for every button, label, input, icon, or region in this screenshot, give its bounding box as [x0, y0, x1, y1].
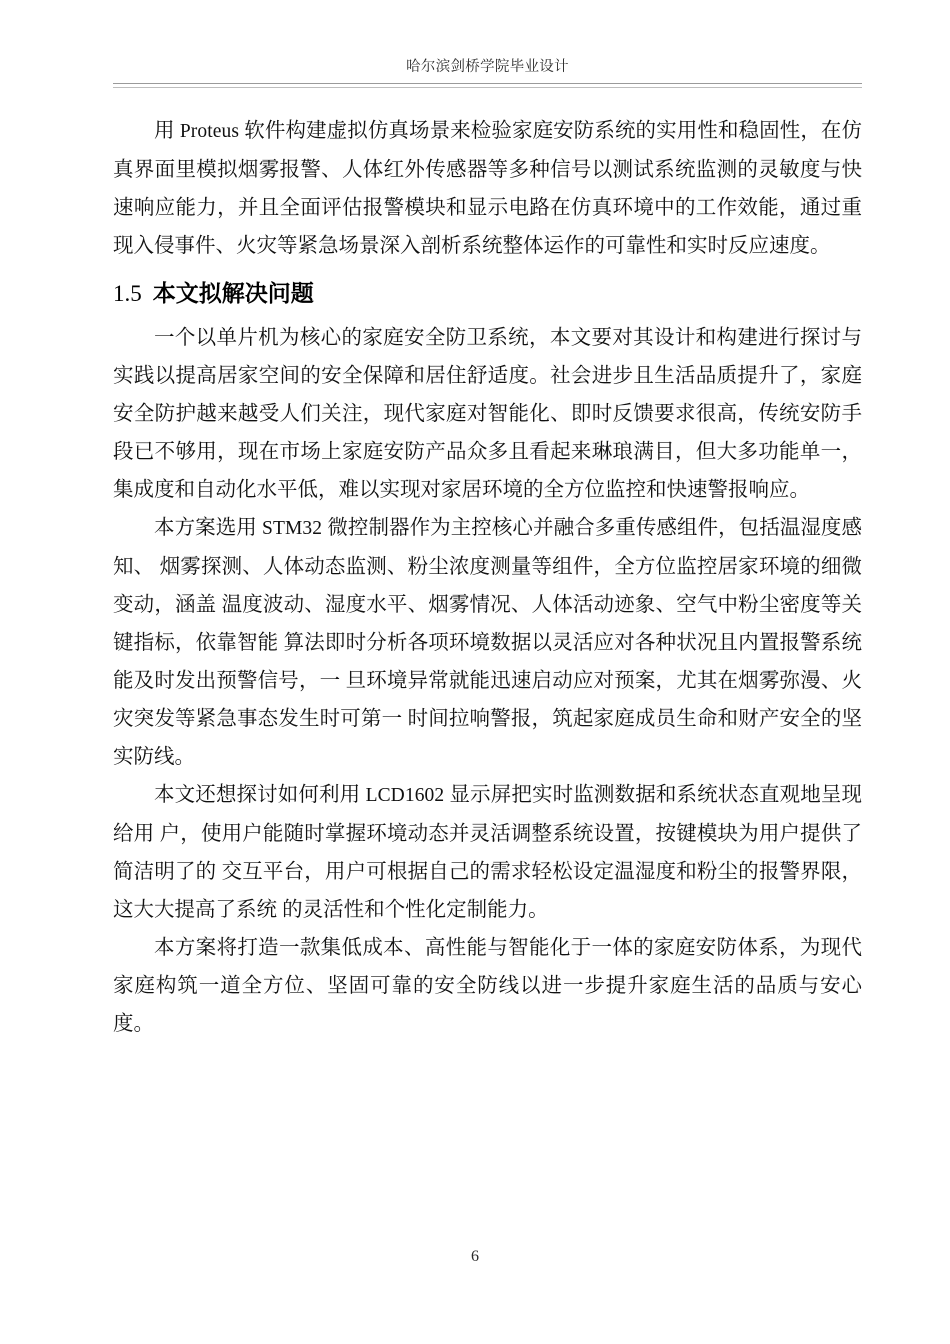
section-number: 1.5 — [113, 281, 142, 306]
header-divider-rule — [113, 83, 862, 88]
term-proteus: Proteus — [179, 121, 240, 142]
paragraph-background: 一个以单片机为核心的家庭安全防卫系统，本文要对其设计和构建进行探讨与实践以提高居家空间的安全保障和居住舒适度。社会进步且生活品质提升了，家庭安全防护越来越受人们关注，现代家庭对智能化、即时反馈要求很高，传统安防手段已不够用，现在市场上家庭安防产品众多且看起来琳琅满目，但大多功能单一，集成度和自动化水平低，难以实现对家居环境的全方位监控和快速警报响应。 — [113, 327, 862, 501]
paragraph-stm32-sensors — [113, 509, 862, 776]
paragraph-proteus-simulation — [113, 112, 862, 265]
paragraph-text-part: 显示屏把实时监测数据和系统状态直观地呈现给用 户，使用户能随时掌握环境动态并灵活调整系统设置，按键模块为用户提供了简洁明了的 交互平台，用户可根据自己的需求轻松设定温湿度和粉尘的报警界限，这大大提高了系统 的灵活性和个性化定制能力。 — [113, 784, 863, 921]
term-stm32: STM32 — [262, 518, 323, 539]
section-heading-1-5 — [113, 274, 862, 313]
section-title: 本文拟解决问题 — [152, 280, 314, 306]
term-lcd1602: LCD1602 — [365, 785, 445, 806]
running-header — [113, 58, 862, 88]
paragraph-text-part: 软件构建虚拟仿真场景来检验家庭安防系统的实用性和稳固性，在仿真界面里模拟烟雾报警、人体红外传感器等多种信号以测试系统监测的灵敏度与快速响应能力，并且全面评估报警模块和显示电路在仿真环境中的工作效能，通过重现入侵事件、火灾等紧急场景深入剖析系统整体运作的可靠性和实时反应速度。 — [113, 120, 863, 257]
page-number: 6 — [471, 1248, 479, 1265]
document-body — [113, 112, 862, 1043]
running-header-title: 哈尔滨剑桥学院毕业设计 — [406, 59, 569, 75]
paragraph-lcd1602-display — [113, 776, 862, 929]
paragraph-text-part: 微控制器作为主控核心并融合多重传感组件，包括温湿度感知、 烟雾探测、人体动态监测、粉尘浓度测量等组件，全方位监控居家环境的细微变动，涵盖 温度波动、湿度水平、烟雾情况、人体活动迹象、空气中粉尘密度等关键指标，依靠智能 算法即时分析各项环境数据以灵活应对各种状况且内置报警系统能及时发出预警信号，一 旦环境异常就能迅速启动应对预案，尤其在烟雾弥漫、火灾突发等紧急事态发生时可第一 时间拉响警报，筑起家庭成员生命和财产安全的坚实防线。 — [113, 517, 863, 768]
paragraph-text-part: 本文还想探讨如何利用 — [154, 784, 366, 806]
paragraph-text-part: 用 — [154, 120, 180, 142]
paragraph-conclusion: 本方案将打造一款集低成本、高性能与智能化于一体的家庭安防体系，为现代家庭构筑一道全方位、坚固可靠的安全防线以进一步提升家庭生活的品质与安心度。 — [113, 937, 862, 1035]
paragraph-text-part: 本方案选用 — [154, 517, 263, 539]
